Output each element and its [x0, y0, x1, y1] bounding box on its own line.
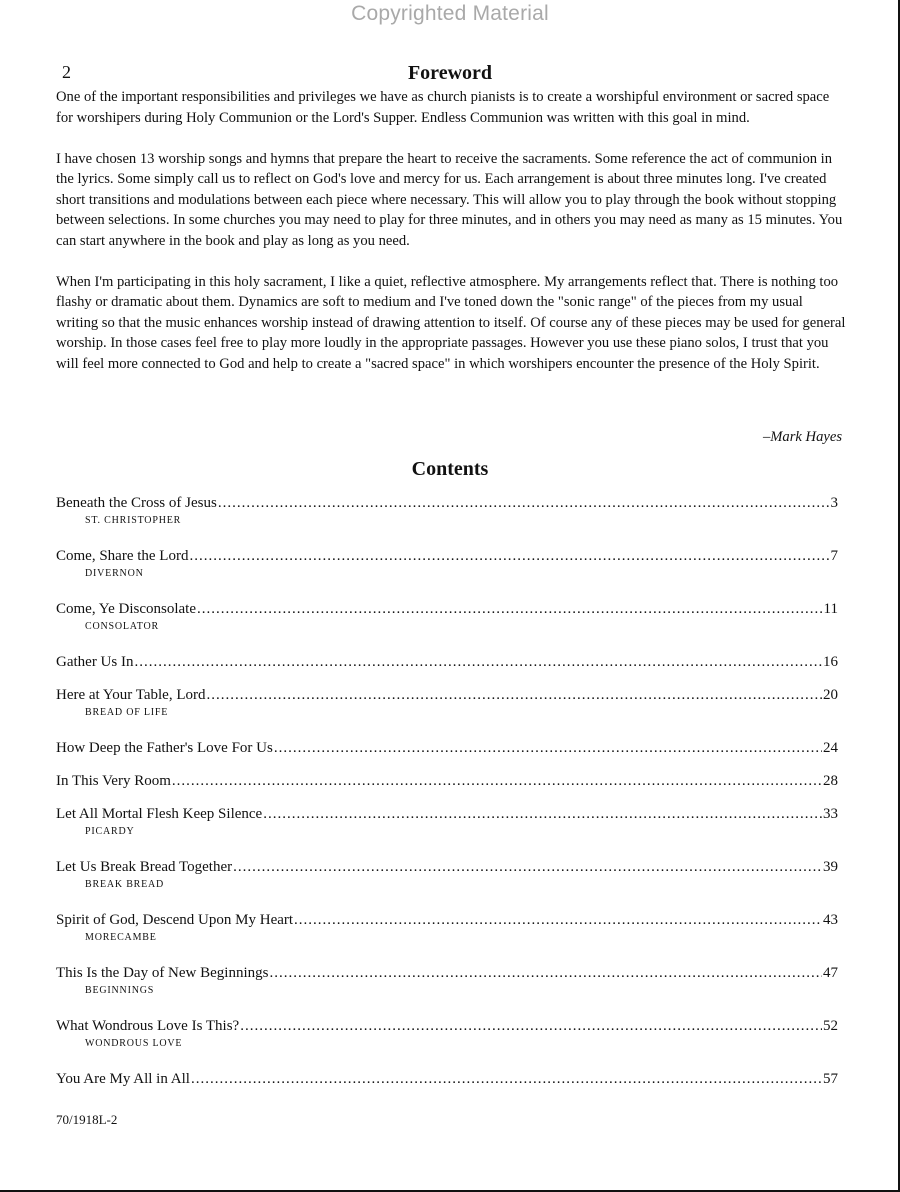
- toc-title: Let All Mortal Flesh Keep Silence: [56, 806, 263, 822]
- toc-row: [56, 857, 838, 877]
- toc-entry: [56, 738, 838, 771]
- toc-spacer: [56, 758, 838, 771]
- toc-title: Gather Us In: [56, 654, 134, 670]
- toc-row: [56, 963, 838, 983]
- foreword-body: [56, 87, 846, 395]
- toc-page-number: 20: [823, 687, 838, 703]
- toc-dot-leader: [294, 910, 822, 930]
- toc-dot-leader: [240, 1016, 822, 1036]
- toc-dot-leader: [269, 963, 822, 983]
- toc-row: [56, 771, 838, 791]
- foreword-signature: –Mark Hayes: [762, 429, 842, 445]
- toc-entry: [56, 685, 838, 738]
- toc-page-number: 7: [830, 548, 838, 564]
- toc-tune-name: DIVERNON: [85, 568, 144, 579]
- toc-spacer: [56, 1089, 838, 1102]
- foreword-paragraph: I have chosen 13 worship songs and hymns that prepare the heart to receive the sacraments. Some reference the act of communion in the lyrics. Some simply call us to reflect on God's love and mercy for us. Each arrangement is about three minutes long. I've created short transitions and modulations between each piece where necessary. This will allow you to play through the book without stopping between selections. In some churches you may need to play for three minutes, and in others you may need as many as 15 minutes. You can start anywhere in the book and play as long as you need.: [56, 150, 843, 249]
- toc-entry: [56, 771, 838, 804]
- toc-entry: [56, 910, 838, 963]
- contents-list: [56, 493, 838, 1102]
- toc-page-number: 43: [823, 912, 838, 928]
- foreword-paragraph: One of the important responsibilities and privileges we have as church pianists is to create a worshipful environment or sacred space for worshipers during Holy Communion or the Lord's Supper. Endless Communion was written with this goal in mind.: [56, 89, 830, 126]
- toc-dot-leader: [206, 685, 822, 705]
- toc-tune-name: WONDROUS LOVE: [85, 1038, 183, 1049]
- toc-page-number: 16: [823, 654, 838, 670]
- toc-dot-leader: [197, 599, 823, 619]
- toc-page-number: 28: [823, 773, 838, 789]
- toc-entry: [56, 1016, 838, 1069]
- toc-tune-name: MORECAMBE: [85, 932, 157, 943]
- toc-row: [56, 804, 838, 824]
- toc-title: Beneath the Cross of Jesus: [56, 495, 217, 511]
- page-number: 2: [62, 62, 71, 82]
- catalog-code: 70/1918L-2: [56, 1112, 118, 1127]
- toc-row: [56, 546, 838, 566]
- toc-title: Come, Share the Lord: [56, 548, 189, 564]
- toc-title: Let Us Break Bread Together: [56, 859, 233, 875]
- toc-row: [56, 910, 838, 930]
- toc-row: [56, 1069, 838, 1089]
- toc-title: What Wondrous Love Is This?: [56, 1018, 240, 1034]
- toc-spacer: [56, 672, 838, 685]
- toc-tune-name: PICARDY: [85, 826, 135, 837]
- toc-page-number: 11: [823, 601, 838, 617]
- toc-title: Spirit of God, Descend Upon My Heart: [56, 912, 294, 928]
- toc-page-number: 57: [823, 1071, 838, 1087]
- toc-tune-name: BREAK BREAD: [85, 879, 165, 890]
- toc-title: In This Very Room: [56, 773, 171, 789]
- toc-entry: [56, 546, 838, 599]
- toc-entry: [56, 1069, 838, 1102]
- toc-entry: [56, 804, 838, 857]
- foreword-title: Foreword: [407, 62, 493, 84]
- contents-title: Contents: [411, 458, 489, 480]
- toc-dot-leader: [189, 546, 829, 566]
- toc-dot-leader: [191, 1069, 822, 1089]
- toc-row: [56, 1016, 838, 1036]
- toc-entry: [56, 599, 838, 652]
- copyright-watermark: Copyrighted Material: [351, 2, 549, 25]
- toc-dot-leader: [274, 738, 822, 758]
- toc-title: How Deep the Father's Love For Us: [56, 740, 273, 756]
- toc-row: [56, 652, 838, 672]
- toc-page-number: 24: [823, 740, 838, 756]
- toc-tune-name: CONSOLATOR: [85, 621, 159, 632]
- toc-title: This Is the Day of New Beginnings: [56, 965, 269, 981]
- toc-dot-leader: [172, 771, 822, 791]
- toc-page-number: 33: [823, 806, 838, 822]
- toc-entry: [56, 652, 838, 685]
- toc-dot-leader: [134, 652, 822, 672]
- toc-row: [56, 738, 838, 758]
- toc-entry: [56, 493, 838, 546]
- foreword-paragraph: When I'm participating in this holy sacrament, I like a quiet, reflective atmosphere. My arrangements reflect that. There is nothing too flashy or dramatic about them. Dynamics are soft to medium and I've toned down the "sonic range" of the pieces from my usual writing so that the music enhances worship instead of drawing attention to itself. Of course any of these pieces may be used for general worship. In those cases feel free to play more loudly in the appropriate passages. However you use these piano solos, I trust that you will feel more connected to God and help to create a "sacred space" in which worshipers encounter the presence of the Holy Spirit.: [56, 273, 846, 372]
- toc-dot-leader: [233, 857, 822, 877]
- toc-dot-leader: [263, 804, 822, 824]
- toc-title: Come, Ye Disconsolate: [56, 601, 196, 617]
- toc-tune-name: ST. CHRISTOPHER: [85, 515, 182, 526]
- toc-dot-leader: [218, 493, 830, 513]
- toc-entry: [56, 857, 838, 910]
- toc-page-number: 52: [823, 1018, 838, 1034]
- toc-title: Here at Your Table, Lord: [56, 687, 206, 703]
- toc-page-number: 3: [830, 495, 838, 511]
- toc-spacer: [56, 791, 838, 804]
- toc-page-number: 47: [823, 965, 838, 981]
- toc-page-number: 39: [823, 859, 838, 875]
- toc-row: [56, 685, 838, 705]
- toc-row: [56, 493, 838, 513]
- toc-title: You Are My All in All: [56, 1071, 190, 1087]
- toc-tune-name: BREAD OF LIFE: [85, 707, 169, 718]
- toc-row: [56, 599, 838, 619]
- toc-tune-name: BEGINNINGS: [85, 985, 155, 996]
- toc-entry: [56, 963, 838, 1016]
